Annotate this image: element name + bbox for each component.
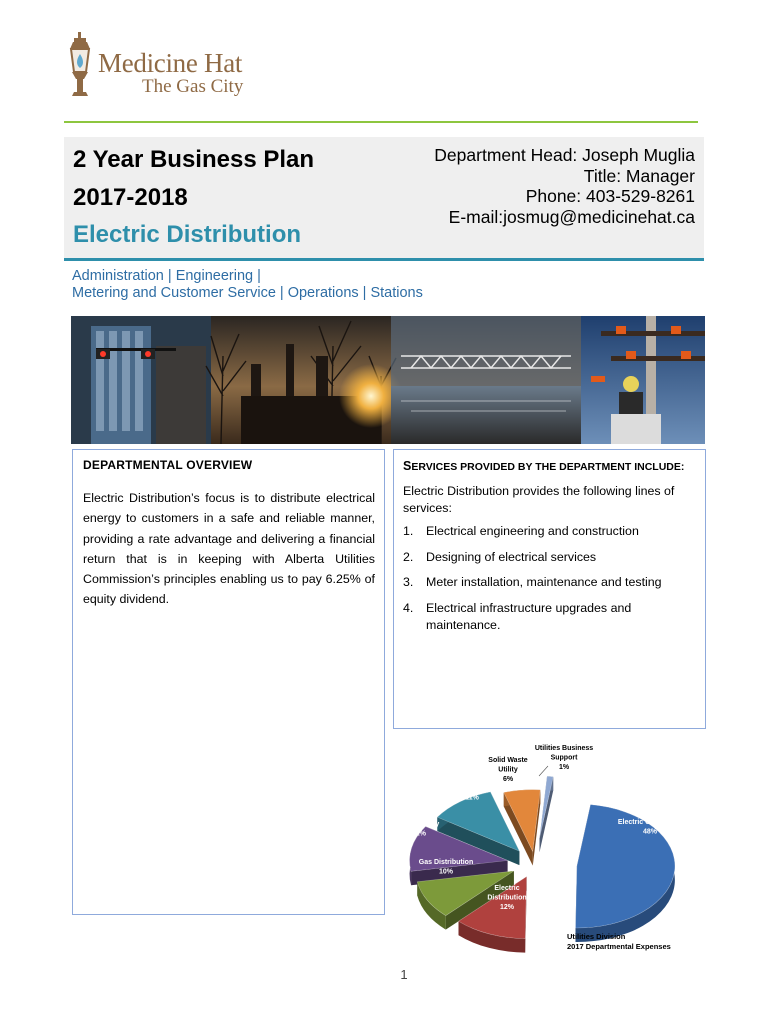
title-divider bbox=[64, 258, 704, 261]
service-item-number: 2. bbox=[403, 549, 414, 564]
contact-block bbox=[434, 145, 695, 227]
service-item-text: Electrical infrastructure upgrades and maintenance. bbox=[426, 600, 632, 632]
service-item-text: Meter installation, maintenance and testing bbox=[426, 575, 662, 589]
division-line-1: Administration | Engineering | bbox=[72, 268, 261, 284]
pie-leader-line bbox=[539, 766, 548, 776]
overview-heading: DEPARTMENTAL OVERVIEW bbox=[83, 458, 253, 472]
contact-email: E-mail:josmug@medicinehat.ca bbox=[448, 206, 695, 227]
pie-label: Utilities Business Support 1% bbox=[534, 745, 594, 771]
pie-label: Electric Generation 48% bbox=[617, 819, 683, 836]
division-line-2: Metering and Customer Service | Operations | Stations bbox=[72, 284, 423, 301]
services-heading-initial: S bbox=[403, 459, 412, 473]
services-heading bbox=[403, 459, 684, 473]
banner-photo bbox=[71, 316, 705, 444]
page-number: 1 bbox=[400, 967, 408, 982]
pie-label: Solid Waste Utility 6% bbox=[488, 757, 528, 783]
gas-lamp-icon bbox=[64, 32, 96, 96]
pie-slice-utilities-business-support bbox=[540, 776, 554, 852]
department-name: Electric Distribution bbox=[73, 221, 302, 248]
overview-body: Electric Distribution’s focus is to distribute electrical energy to customers in a safe and reliable manner, providing a rate advantage and delivering a financial return that is in keeping with Alberta Utilities Commission’s principles enabling us to pay 6.25% of equity dividend. bbox=[83, 491, 375, 607]
service-item bbox=[403, 523, 698, 540]
service-item-text: Designing of electrical services bbox=[426, 549, 597, 564]
title-band bbox=[64, 137, 704, 258]
service-item bbox=[403, 549, 698, 566]
contact-phone: Phone: 403-529-8261 bbox=[525, 186, 695, 206]
city-logo bbox=[64, 32, 264, 104]
logo-tagline: The Gas City bbox=[142, 76, 244, 97]
overview-box bbox=[72, 449, 385, 915]
service-item-number: 3. bbox=[403, 575, 414, 589]
services-intro: Electric Distribution provides the following lines of services: bbox=[403, 484, 675, 515]
services-box bbox=[393, 449, 706, 729]
chart-title: Utilities Division 2017 Departmental Expenses bbox=[567, 932, 671, 951]
service-item bbox=[403, 574, 698, 591]
pie-label: Water Utility 12% bbox=[398, 821, 440, 838]
expenses-pie-chart bbox=[388, 742, 710, 960]
division-list bbox=[72, 268, 423, 301]
service-item-number: 1. bbox=[403, 524, 414, 538]
service-item bbox=[403, 600, 698, 634]
pie-label: Electric Distribution 12% bbox=[487, 885, 527, 911]
services-list bbox=[403, 523, 698, 642]
header-divider bbox=[64, 121, 698, 123]
plan-years: 2017-2018 bbox=[73, 184, 188, 211]
logo-name: Medicine Hat bbox=[98, 48, 243, 78]
plan-title: 2 Year Business Plan bbox=[73, 146, 315, 173]
services-heading-rest: ERVICES PROVIDED BY THE DEPARTMENT INCLUDE: bbox=[411, 461, 685, 473]
pie-label: Sewer Utility 11% bbox=[450, 785, 494, 802]
service-item-number: 4. bbox=[403, 600, 414, 615]
pie-label: Gas Distribution 10% bbox=[418, 859, 474, 876]
contact-title: Title: Manager bbox=[583, 165, 695, 186]
service-item-text: Electrical engineering and construction bbox=[426, 524, 639, 538]
department-head: Department Head: Joseph Muglia bbox=[434, 145, 695, 165]
